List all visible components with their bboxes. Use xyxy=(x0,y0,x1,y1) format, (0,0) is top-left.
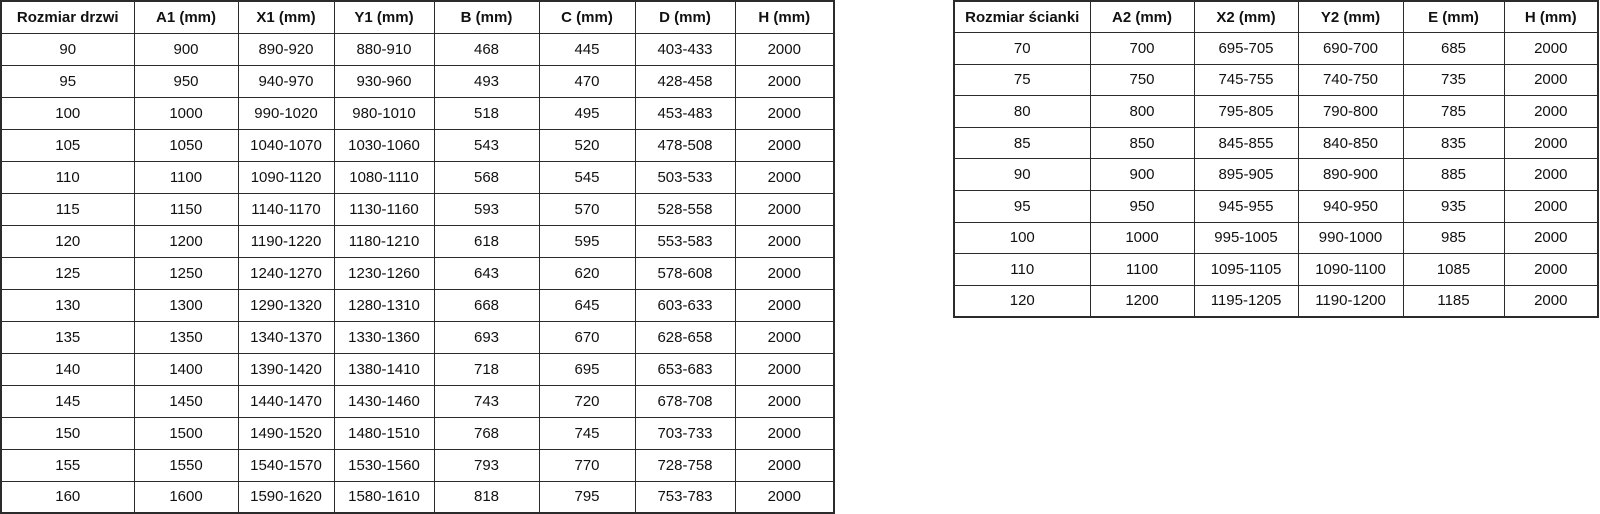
table-cell: 1240-1270 xyxy=(238,257,334,289)
table-cell: 2000 xyxy=(1504,191,1598,223)
table-row xyxy=(1,353,834,385)
table-cell: 470 xyxy=(539,65,635,97)
table-cell: 653-683 xyxy=(635,353,735,385)
table-cell: 1590-1620 xyxy=(238,481,334,513)
table-cell: 703-733 xyxy=(635,417,735,449)
table-row xyxy=(1,65,834,97)
table-cell: 2000 xyxy=(1504,254,1598,286)
table-cell: 885 xyxy=(1403,159,1504,191)
table-cell: 795-805 xyxy=(1194,96,1298,128)
table-cell: 95 xyxy=(954,191,1090,223)
table-cell: 1440-1470 xyxy=(238,385,334,417)
table-cell: 850 xyxy=(1090,127,1194,159)
table-cell: 1140-1170 xyxy=(238,193,334,225)
table-cell: 2000 xyxy=(735,353,834,385)
table-cell: 1580-1610 xyxy=(334,481,434,513)
table-cell: 453-483 xyxy=(635,97,735,129)
table-cell: 985 xyxy=(1403,222,1504,254)
table-cell: 1085 xyxy=(1403,254,1504,286)
table-cell: 1530-1560 xyxy=(334,449,434,481)
column-header: B (mm) xyxy=(434,1,539,33)
table-cell: 740-750 xyxy=(1298,64,1403,96)
table-cell: 643 xyxy=(434,257,539,289)
column-header: H (mm) xyxy=(735,1,834,33)
table-cell: 743 xyxy=(434,385,539,417)
table-cell: 2000 xyxy=(1504,33,1598,65)
table-cell: 1540-1570 xyxy=(238,449,334,481)
table-cell: 493 xyxy=(434,65,539,97)
table-cell: 95 xyxy=(1,65,134,97)
table-cell: 100 xyxy=(954,222,1090,254)
table-row xyxy=(954,96,1598,128)
table-row xyxy=(1,193,834,225)
column-header: Rozmiar ścianki xyxy=(954,1,1090,33)
table-cell: 945-955 xyxy=(1194,191,1298,223)
table-cell: 745-755 xyxy=(1194,64,1298,96)
table-cell: 1000 xyxy=(1090,222,1194,254)
table-row xyxy=(1,257,834,289)
table-cell: 2000 xyxy=(735,225,834,257)
table-row xyxy=(1,97,834,129)
table-row xyxy=(1,33,834,65)
table-cell: 1330-1360 xyxy=(334,321,434,353)
table-cell: 670 xyxy=(539,321,635,353)
table-cell: 1390-1420 xyxy=(238,353,334,385)
table-row xyxy=(954,159,1598,191)
table-cell: 2000 xyxy=(735,289,834,321)
table-row xyxy=(1,481,834,513)
table-cell: 695-705 xyxy=(1194,33,1298,65)
table-row xyxy=(1,417,834,449)
table-cell: 890-900 xyxy=(1298,159,1403,191)
table-cell: 1400 xyxy=(134,353,238,385)
table-cell: 478-508 xyxy=(635,129,735,161)
table-cell: 520 xyxy=(539,129,635,161)
table-cell: 2000 xyxy=(735,65,834,97)
table-cell: 1180-1210 xyxy=(334,225,434,257)
table-cell: 618 xyxy=(434,225,539,257)
table-cell: 950 xyxy=(1090,191,1194,223)
table-cell: 155 xyxy=(1,449,134,481)
table-cell: 1030-1060 xyxy=(334,129,434,161)
table-cell: 2000 xyxy=(735,33,834,65)
table-cell: 1100 xyxy=(1090,254,1194,286)
table-cell: 553-583 xyxy=(635,225,735,257)
table-cell: 1490-1520 xyxy=(238,417,334,449)
column-header: D (mm) xyxy=(635,1,735,33)
table-cell: 728-758 xyxy=(635,449,735,481)
table-cell: 1230-1260 xyxy=(334,257,434,289)
table-cell: 718 xyxy=(434,353,539,385)
table-cell: 935 xyxy=(1403,191,1504,223)
table-cell: 1195-1205 xyxy=(1194,285,1298,317)
table-cell: 900 xyxy=(134,33,238,65)
table-cell: 1190-1200 xyxy=(1298,285,1403,317)
table-cell: 1090-1100 xyxy=(1298,254,1403,286)
table-cell: 543 xyxy=(434,129,539,161)
table-cell: 578-608 xyxy=(635,257,735,289)
table-row xyxy=(954,127,1598,159)
table-cell: 745 xyxy=(539,417,635,449)
table-cell: 545 xyxy=(539,161,635,193)
table-cell: 900 xyxy=(1090,159,1194,191)
table-cell: 90 xyxy=(954,159,1090,191)
table-cell: 1200 xyxy=(1090,285,1194,317)
table-cell: 930-960 xyxy=(334,65,434,97)
table-cell: 150 xyxy=(1,417,134,449)
table-cell: 1340-1370 xyxy=(238,321,334,353)
table-cell: 120 xyxy=(1,225,134,257)
table-cell: 2000 xyxy=(1504,285,1598,317)
table-cell: 593 xyxy=(434,193,539,225)
table-cell: 125 xyxy=(1,257,134,289)
table-cell: 130 xyxy=(1,289,134,321)
column-header: H (mm) xyxy=(1504,1,1598,33)
table-cell: 495 xyxy=(539,97,635,129)
table-cell: 603-633 xyxy=(635,289,735,321)
table-cell: 790-800 xyxy=(1298,96,1403,128)
header-row xyxy=(954,1,1598,33)
table-cell: 2000 xyxy=(735,417,834,449)
table-cell: 1600 xyxy=(134,481,238,513)
table-cell: 690-700 xyxy=(1298,33,1403,65)
table-cell: 980-1010 xyxy=(334,97,434,129)
table-cell: 2000 xyxy=(1504,127,1598,159)
table-cell: 2000 xyxy=(735,321,834,353)
table-cell: 120 xyxy=(954,285,1090,317)
column-header: C (mm) xyxy=(539,1,635,33)
table-cell: 940-970 xyxy=(238,65,334,97)
table-cell: 1450 xyxy=(134,385,238,417)
table-row xyxy=(954,33,1598,65)
table-cell: 750 xyxy=(1090,64,1194,96)
table-cell: 140 xyxy=(1,353,134,385)
column-header: A1 (mm) xyxy=(134,1,238,33)
table-cell: 1080-1110 xyxy=(334,161,434,193)
table-cell: 528-558 xyxy=(635,193,735,225)
table-cell: 793 xyxy=(434,449,539,481)
table-row xyxy=(954,254,1598,286)
table-cell: 1250 xyxy=(134,257,238,289)
table-cell: 1550 xyxy=(134,449,238,481)
table-cell: 90 xyxy=(1,33,134,65)
table-cell: 785 xyxy=(1403,96,1504,128)
table-cell: 845-855 xyxy=(1194,127,1298,159)
table-row xyxy=(1,161,834,193)
table-cell: 1500 xyxy=(134,417,238,449)
table-cell: 2000 xyxy=(735,97,834,129)
table-cell: 1350 xyxy=(134,321,238,353)
table-cell: 70 xyxy=(954,33,1090,65)
column-header: X2 (mm) xyxy=(1194,1,1298,33)
table-cell: 145 xyxy=(1,385,134,417)
table-cell: 1095-1105 xyxy=(1194,254,1298,286)
table-cell: 1090-1120 xyxy=(238,161,334,193)
table-cell: 645 xyxy=(539,289,635,321)
table-cell: 1185 xyxy=(1403,285,1504,317)
column-header: X1 (mm) xyxy=(238,1,334,33)
table-cell: 85 xyxy=(954,127,1090,159)
column-header: A2 (mm) xyxy=(1090,1,1194,33)
table-cell: 880-910 xyxy=(334,33,434,65)
table-cell: 668 xyxy=(434,289,539,321)
table-cell: 2000 xyxy=(735,161,834,193)
table-cell: 2000 xyxy=(1504,222,1598,254)
table-cell: 720 xyxy=(539,385,635,417)
table-row xyxy=(1,449,834,481)
table-cell: 890-920 xyxy=(238,33,334,65)
table-cell: 795 xyxy=(539,481,635,513)
table-cell: 628-658 xyxy=(635,321,735,353)
table-cell: 570 xyxy=(539,193,635,225)
table-cell: 770 xyxy=(539,449,635,481)
table-cell: 568 xyxy=(434,161,539,193)
table-cell: 735 xyxy=(1403,64,1504,96)
table-cell: 403-433 xyxy=(635,33,735,65)
table-cell: 110 xyxy=(954,254,1090,286)
table-cell: 2000 xyxy=(1504,64,1598,96)
table-cell: 753-783 xyxy=(635,481,735,513)
table-cell: 685 xyxy=(1403,33,1504,65)
table-cell: 445 xyxy=(539,33,635,65)
column-header: Y1 (mm) xyxy=(334,1,434,33)
table-cell: 695 xyxy=(539,353,635,385)
table-cell: 595 xyxy=(539,225,635,257)
table-cell: 840-850 xyxy=(1298,127,1403,159)
table-cell: 110 xyxy=(1,161,134,193)
table-cell: 2000 xyxy=(735,257,834,289)
table-cell: 1040-1070 xyxy=(238,129,334,161)
table-cell: 1380-1410 xyxy=(334,353,434,385)
table-row xyxy=(954,64,1598,96)
table-cell: 1150 xyxy=(134,193,238,225)
table-cell: 1480-1510 xyxy=(334,417,434,449)
table-cell: 818 xyxy=(434,481,539,513)
table-cell: 940-950 xyxy=(1298,191,1403,223)
table-cell: 1200 xyxy=(134,225,238,257)
column-header: Rozmiar drzwi xyxy=(1,1,134,33)
table-row xyxy=(954,285,1598,317)
table-row xyxy=(954,222,1598,254)
table-cell: 693 xyxy=(434,321,539,353)
table-cell: 2000 xyxy=(1504,159,1598,191)
table-cell: 990-1020 xyxy=(238,97,334,129)
table-row xyxy=(954,191,1598,223)
table-cell: 75 xyxy=(954,64,1090,96)
table-cell: 1000 xyxy=(134,97,238,129)
table-cell: 2000 xyxy=(735,129,834,161)
column-header: E (mm) xyxy=(1403,1,1504,33)
table-row xyxy=(1,129,834,161)
table-cell: 100 xyxy=(1,97,134,129)
table-cell: 1280-1310 xyxy=(334,289,434,321)
table-row xyxy=(1,385,834,417)
table-row xyxy=(1,289,834,321)
table-cell: 1300 xyxy=(134,289,238,321)
table-cell: 503-533 xyxy=(635,161,735,193)
table-cell: 2000 xyxy=(735,481,834,513)
table-cell: 620 xyxy=(539,257,635,289)
table-cell: 895-905 xyxy=(1194,159,1298,191)
wall-size-table xyxy=(953,0,1599,318)
table-cell: 2000 xyxy=(735,193,834,225)
column-header: Y2 (mm) xyxy=(1298,1,1403,33)
table-cell: 768 xyxy=(434,417,539,449)
table-cell: 995-1005 xyxy=(1194,222,1298,254)
table-cell: 468 xyxy=(434,33,539,65)
table-cell: 835 xyxy=(1403,127,1504,159)
table-cell: 2000 xyxy=(1504,96,1598,128)
header-row xyxy=(1,1,834,33)
table-cell: 1190-1220 xyxy=(238,225,334,257)
table-cell: 80 xyxy=(954,96,1090,128)
table-cell: 135 xyxy=(1,321,134,353)
table-cell: 1050 xyxy=(134,129,238,161)
table-cell: 160 xyxy=(1,481,134,513)
table-cell: 990-1000 xyxy=(1298,222,1403,254)
table-cell: 2000 xyxy=(735,449,834,481)
table-cell: 1290-1320 xyxy=(238,289,334,321)
table-cell: 428-458 xyxy=(635,65,735,97)
table-cell: 1100 xyxy=(134,161,238,193)
table-cell: 700 xyxy=(1090,33,1194,65)
table-cell: 2000 xyxy=(735,385,834,417)
table-cell: 105 xyxy=(1,129,134,161)
table-cell: 800 xyxy=(1090,96,1194,128)
table-cell: 115 xyxy=(1,193,134,225)
table-row xyxy=(1,321,834,353)
table-row xyxy=(1,225,834,257)
table-cell: 1430-1460 xyxy=(334,385,434,417)
table-cell: 678-708 xyxy=(635,385,735,417)
table-cell: 950 xyxy=(134,65,238,97)
table-cell: 518 xyxy=(434,97,539,129)
table-cell: 1130-1160 xyxy=(334,193,434,225)
